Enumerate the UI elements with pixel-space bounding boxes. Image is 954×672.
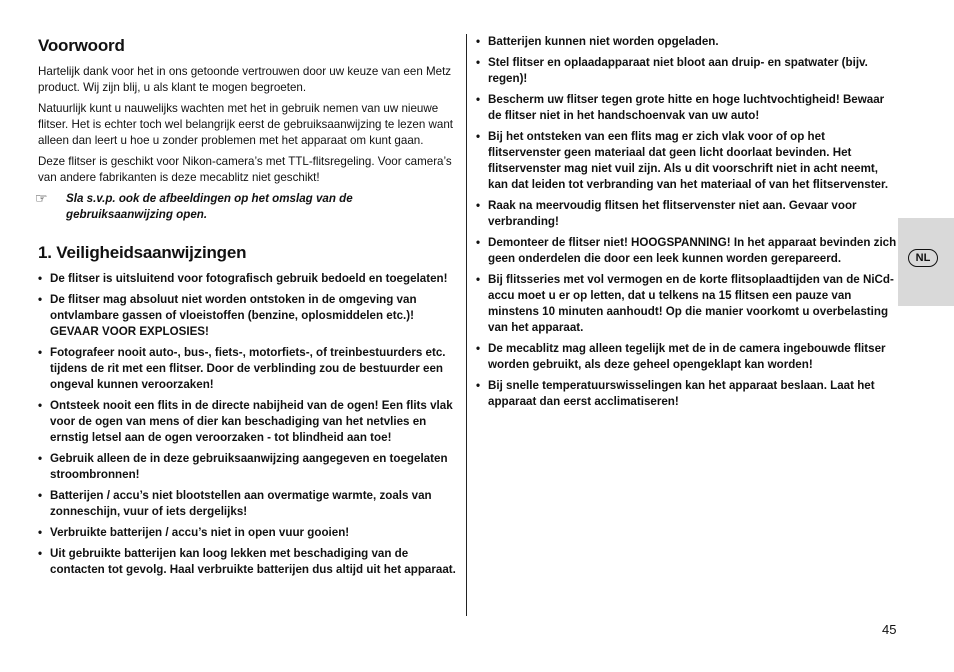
bullet-icon: •	[38, 489, 43, 502]
safety-item: • Bij snelle temperatuurswisselingen kan het apparaat beslaan. Laat het apparaat dan eerst acclimatiseren!	[476, 379, 875, 408]
bullet-icon: •	[476, 199, 481, 212]
safety-item: • Bescherm uw flitser tegen grote hitte en hoge luchtvochtigheid! Bewaar de flitser niet in het handschoenvak van uw auto!	[476, 93, 885, 122]
cover-note	[35, 190, 462, 223]
safety-item: • Gebruik alleen de in deze gebruiksaanwijzing aangegeven en toegelaten stroombronnen!	[38, 452, 448, 481]
safety-item: • Demonteer de flitser niet! HOOGSPANNING! In het apparaat bevinden zich geen onderdelen die door een leek kunnen worden gerepareerd.	[476, 236, 897, 265]
foreword-paragraph-2: Natuurlijk kunt u nauwelijks wachten met het in gebruik nemen van uw nieuwe flitser. Het is echter toch wel belangrijk eerst de gebruiksaanwijzing te lezen want alleen dan leert u hoe u zonder problemen met het apparaat om kunt gaan.	[38, 102, 454, 147]
bullet-icon: •	[476, 56, 481, 69]
bullet-icon: •	[476, 379, 481, 392]
bullet-icon: •	[38, 399, 43, 412]
cover-note-text: Sla s.v.p. ook de afbeeldingen op het omslag van de gebruiksaanwijzing open.	[66, 192, 353, 221]
bullet-icon: •	[476, 236, 481, 249]
safety-list-right	[476, 34, 900, 410]
bullet-icon: •	[476, 93, 481, 106]
bullet-icon: •	[38, 526, 43, 539]
foreword-paragraph-3: Deze flitser is geschikt voor Nikon-camera’s met TTL-flitsregeling. Voor camera’s van andere fabrikanten is deze mecablitz niet geschikt!	[38, 155, 452, 184]
bullet-icon: •	[38, 272, 43, 285]
safety-item: • Ontsteek nooit een flits in de directe nabijheid van de ogen! Een flits vlak voor de ogen van mens of dier kan beschadiging van het netvlies en ernstig letsel aan de ogen veroorzaken - tot blindheid aan toe!	[38, 399, 453, 444]
page-number: 45	[882, 622, 897, 637]
safety-item: • Batterijen / accu’s niet blootstellen aan overmatige warmte, zoals van zonneschijn, vuur of iets dergelijks!	[38, 489, 432, 518]
bullet-icon: •	[38, 547, 43, 560]
language-tab	[898, 218, 954, 306]
bullet-icon: •	[476, 342, 481, 355]
safety-item: • De flitser mag absoluut niet worden ontstoken in de omgeving van ontvlambare gassen of vloeistoffen (benzine, oplosmiddelen etc.)! GEVAAR VOOR EXPLOSIES!	[38, 293, 417, 338]
safety-title: 1. Veiligheidsaanwijzingen	[38, 243, 247, 262]
safety-item: • Verbruikte batterijen / accu’s niet in open vuur gooien!	[38, 526, 350, 539]
safety-item: • Bij flitsseries met vol vermogen en de korte flitsoplaadtijden van de NiCd-accu moet u er op letten, dat u telkens na 15 flitsen een pauze van minstens 10 minuten aanhoudt! Op die manier voorkomt u overbelasting van het apparaat.	[476, 273, 894, 334]
safety-item: • Batterijen kunnen niet worden opgeladen.	[476, 35, 719, 48]
bullet-icon: •	[38, 293, 43, 306]
safety-item: • De mecablitz mag alleen tegelijk met de in de camera ingebouwde flitser worden gebruikt, als deze geheel opengeklapt kan worden!	[476, 342, 886, 371]
bullet-icon: •	[476, 130, 481, 143]
safety-item: • Uit gebruikte batterijen kan loog lekken met beschadiging van de contacten tot gevolg. Haal verbruikte batterijen dus altijd uit het apparaat.	[38, 547, 456, 576]
safety-list-left	[38, 271, 462, 578]
foreword-paragraph-1: Hartelijk dank voor het in ons getoonde vertrouwen door uw keuze van een Metz product. Wij zijn blij, u als klant te mogen begroeten.	[38, 65, 452, 94]
pointing-hand-icon: ☞	[35, 190, 48, 206]
safety-item: • Stel flitser en oplaadapparaat niet bloot aan druip- en spatwater (bijv. regen)!	[476, 56, 868, 85]
foreword-title: Voorwoord	[38, 36, 125, 55]
bullet-icon: •	[476, 273, 481, 286]
bullet-icon: •	[38, 452, 43, 465]
language-badge: NL	[908, 249, 938, 267]
bullet-icon: •	[38, 346, 43, 359]
safety-item: • De flitser is uitsluitend voor fotografisch gebruik bedoeld en toegelaten!	[38, 272, 448, 285]
safety-item: • Raak na meervoudig flitsen het flitservenster niet aan. Gevaar voor verbranding!	[476, 199, 857, 228]
bullet-icon: •	[476, 35, 481, 48]
column-divider	[466, 34, 467, 616]
left-column	[35, 30, 462, 583]
safety-item: • Bij het ontsteken van een flits mag er zich vlak voor of op het flitservenster geen materiaal dat geen licht doorlaat bevinden. Het flitservenster mag niet vuil zijn. Als u dit voorschrift niet in acht neemt, kan dat leiden tot verbranding van het materiaal of van het flitservenster.	[476, 130, 889, 191]
right-column	[476, 34, 900, 415]
safety-item: • Fotografeer nooit auto-, bus-, fiets-, motorfiets-, of treinbestuurders etc. tijdens de rit met een flitser. Door de verblinding zou de bestuurder een ongeval kunnen veroorzaken!	[38, 346, 446, 391]
